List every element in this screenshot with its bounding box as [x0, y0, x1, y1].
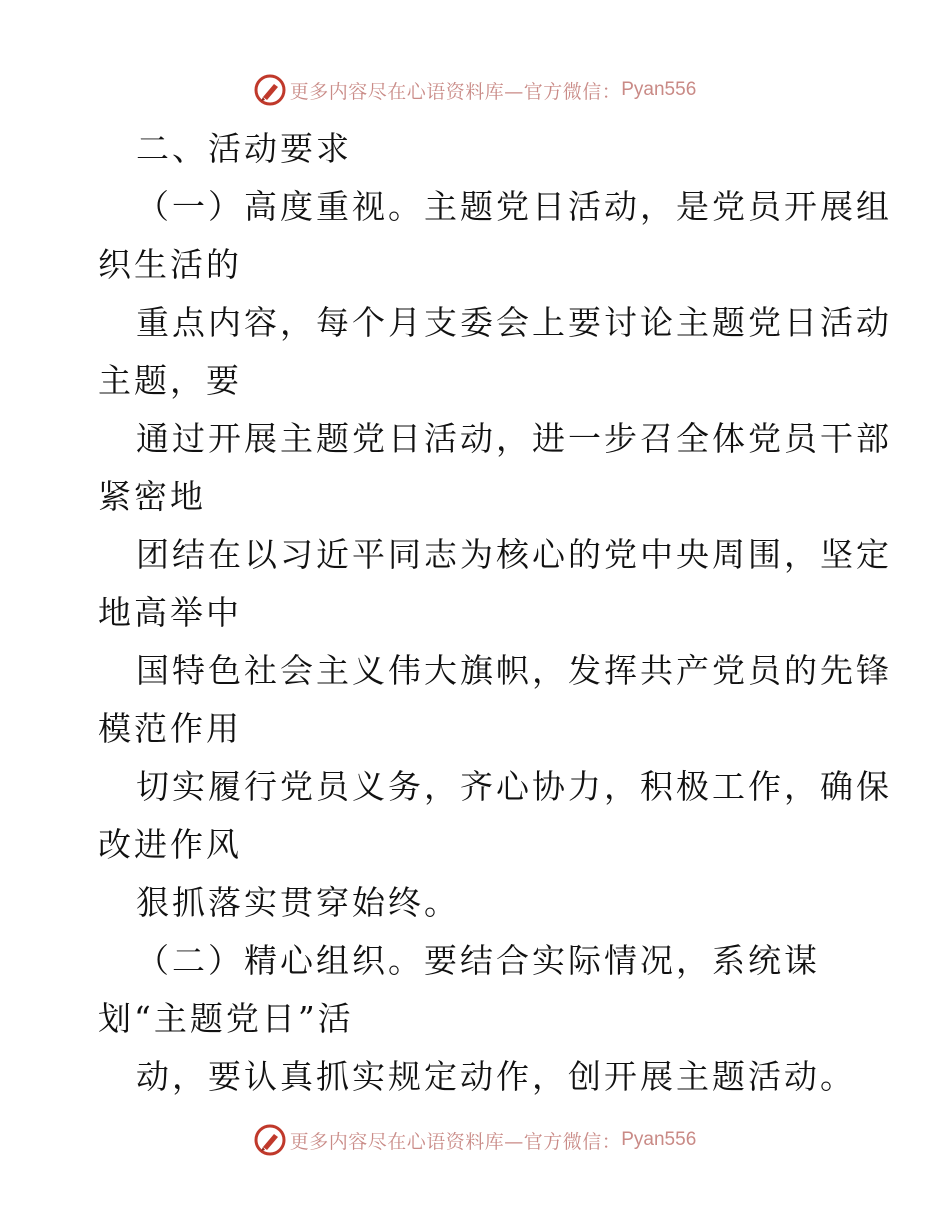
- pen-logo-icon: [254, 74, 286, 106]
- paragraph-line: 重点内容，每个月支委会上要讨论主题党日活动: [136, 303, 892, 342]
- document-body: [98, 120, 892, 1106]
- header-banner: [0, 70, 950, 110]
- paragraph-line: 织生活的: [98, 245, 242, 284]
- paragraph-line: 通过开展主题党日活动，进一步召全体党员干部: [136, 419, 892, 458]
- paragraph-line: 动，要认真抓实规定动作，创开展主题活动。: [136, 1057, 856, 1096]
- paragraph-line: （二）精心组织。要结合实际情况，系统谋: [136, 941, 820, 980]
- paragraph-line: 切实履行党员义务，齐心协力，积极工作，确保: [136, 767, 892, 806]
- paragraph-line: 国特色社会主义伟大旗帜，发挥共产党员的先锋: [136, 651, 892, 690]
- paragraph-line: 狠抓落实贯穿始终。: [136, 883, 460, 922]
- paragraph-line: 改进作风: [98, 825, 242, 864]
- paragraph-line: 地高举中: [98, 593, 242, 632]
- section-heading: 二、活动要求: [136, 129, 352, 168]
- paragraph-line: 模范作用: [98, 709, 242, 748]
- banner-wechat-id: Pyan556: [621, 1129, 697, 1150]
- banner-wechat-id: Pyan556: [621, 79, 697, 100]
- banner-text: 更多内容尽在心语资料库—官方微信：: [289, 80, 622, 103]
- pen-logo-icon: [254, 1124, 286, 1156]
- paragraph-line: 团结在以习近平同志为核心的党中央周围，坚定: [136, 535, 892, 574]
- footer-banner: [0, 1120, 950, 1160]
- paragraph-line: 划“主题党日”活: [98, 999, 354, 1038]
- paragraph-line: 紧密地: [98, 477, 206, 516]
- paragraph-line: 主题，要: [98, 361, 242, 400]
- banner-text: 更多内容尽在心语资料库—官方微信：: [289, 1130, 622, 1153]
- paragraph-line: （一）高度重视。主题党日活动，是党员开展组: [136, 187, 892, 226]
